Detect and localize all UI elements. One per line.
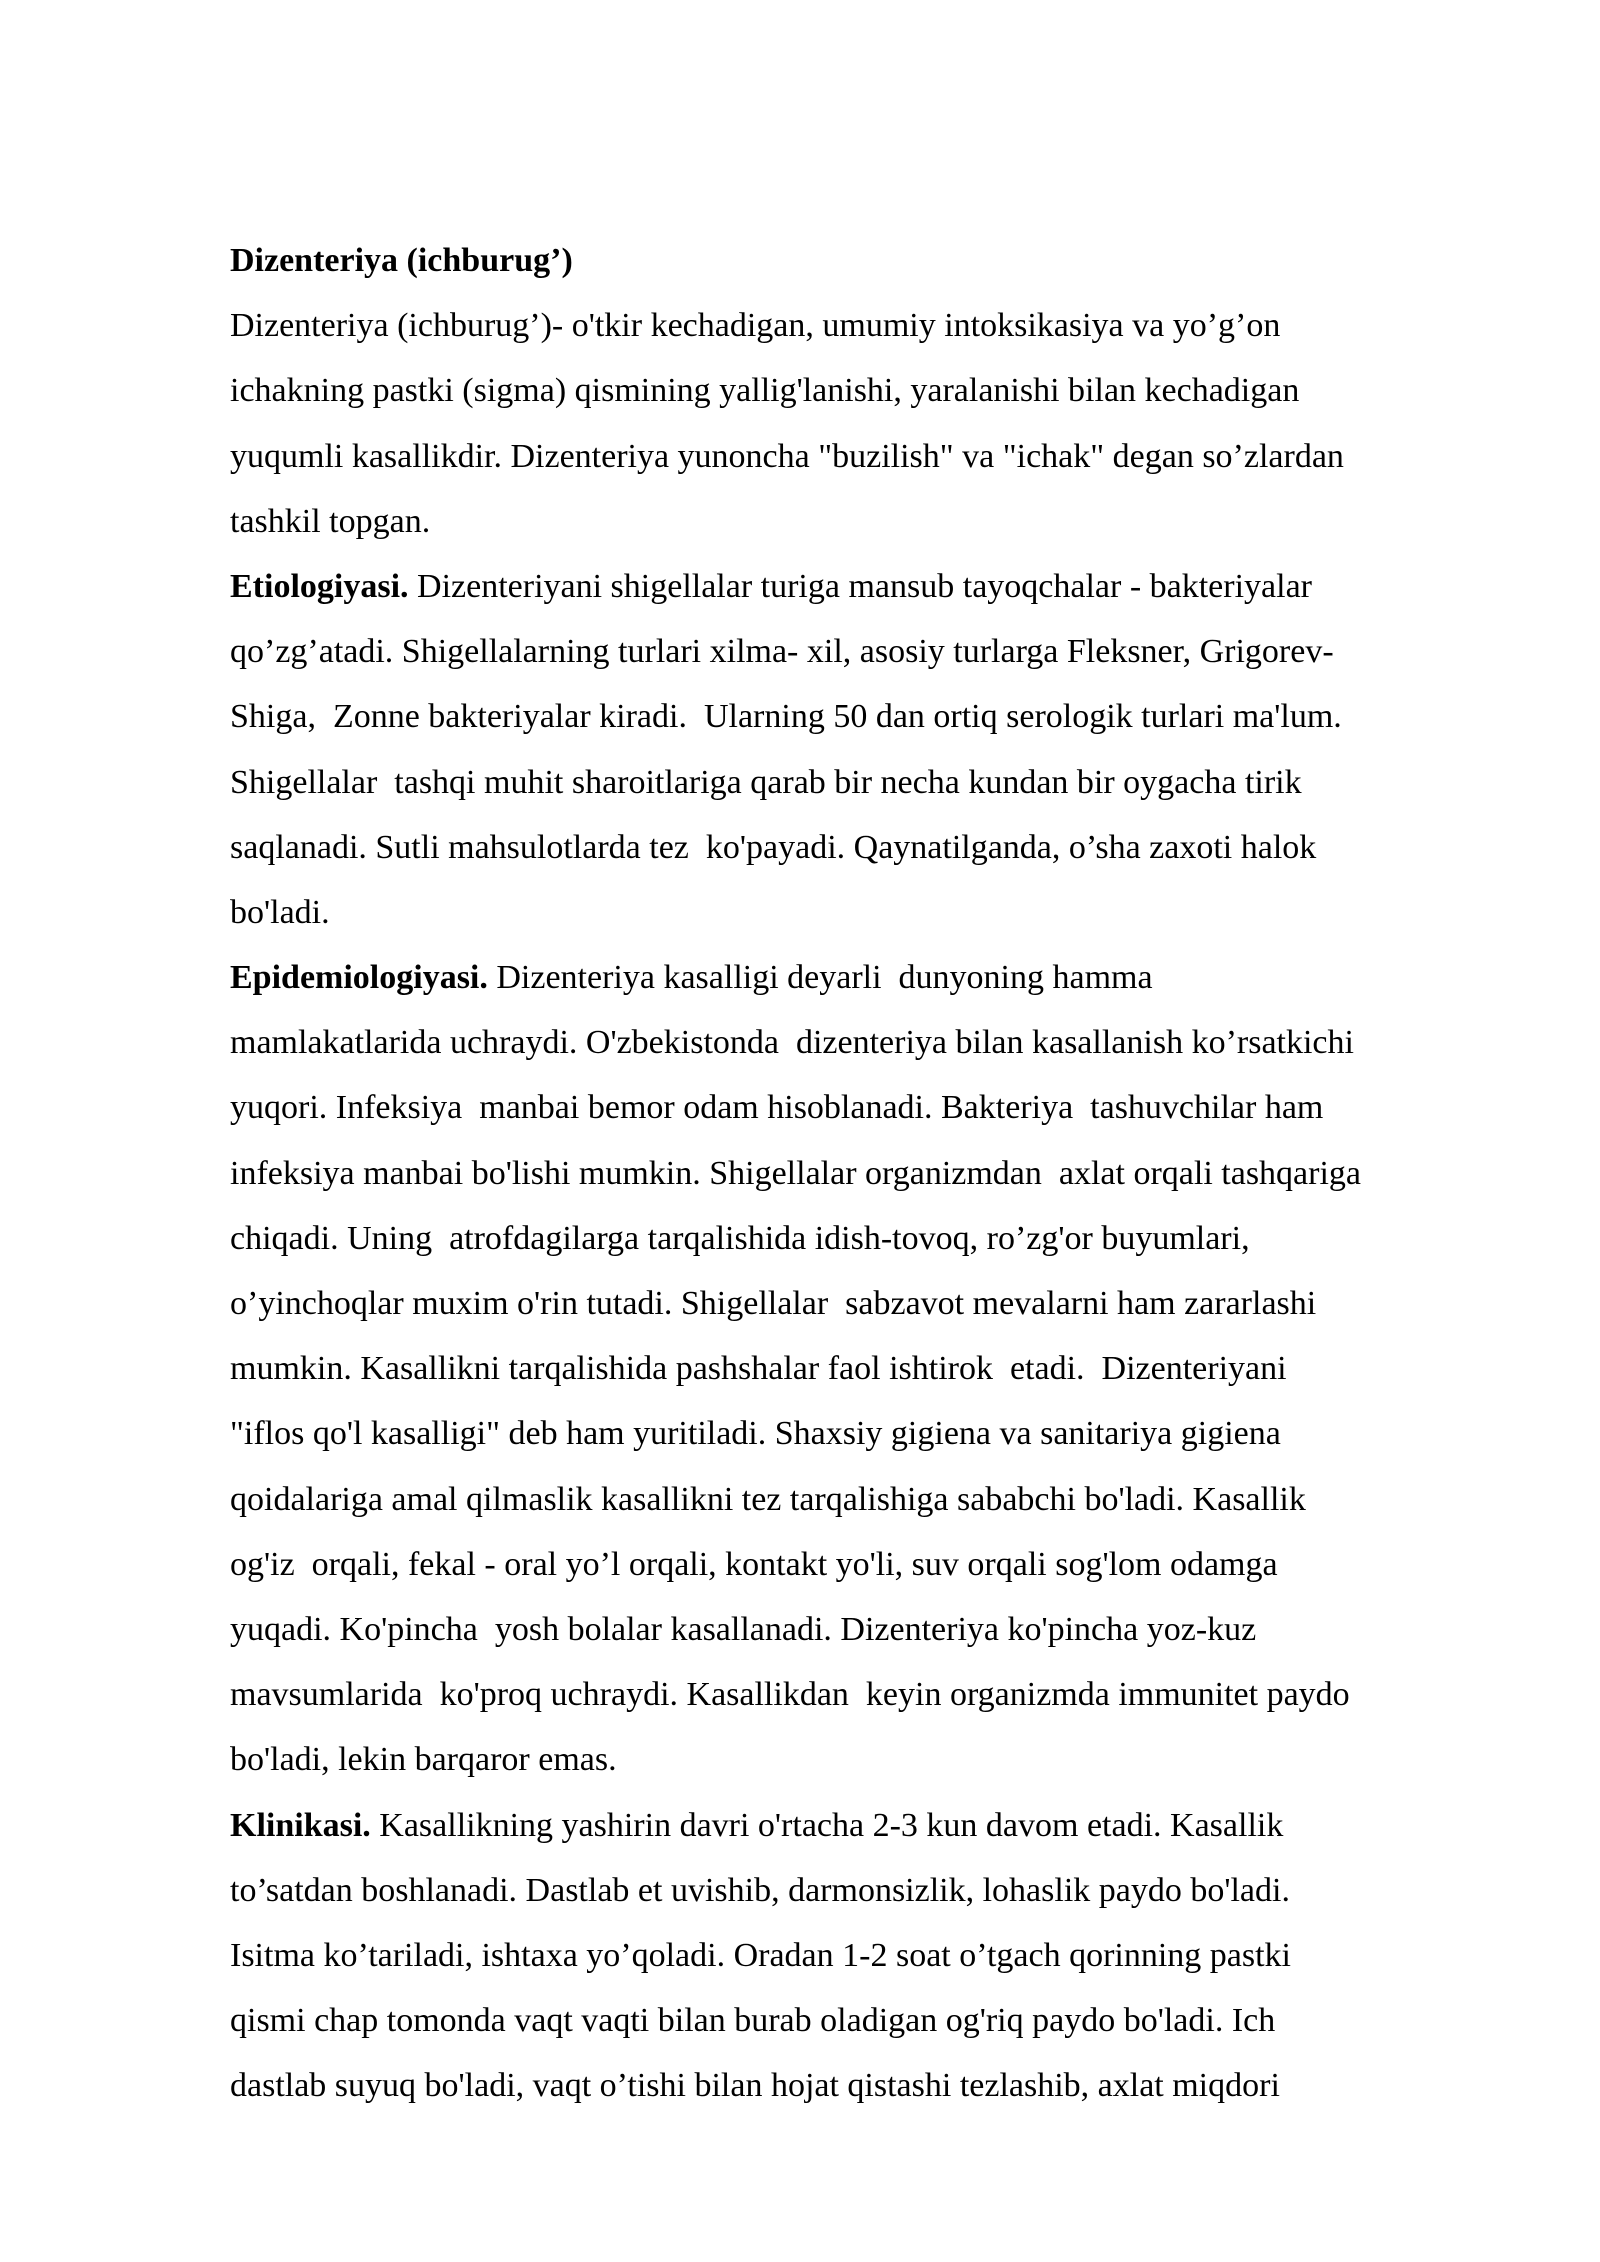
document-title: Dizenteriya (ichburug’) <box>230 242 573 279</box>
text-line: Dizenteriya (ichburug’)- o'tkir kechadigan, umumiy intoksikasiya va yo’g’on <box>230 307 1281 345</box>
text-line: qoidalariga amal qilmaslik kasallikni tez tarqalishiga sababchi bo'ladi. Kasallik <box>230 1480 1306 1518</box>
text-line: dastlab suyuq bo'ladi, vaqt o’tishi bilan hojat qistashi tezlashib, axlat miqdori <box>230 2067 1280 2105</box>
text-line: to’satdan boshlanadi. Dastlab et uvishib, darmonsizlik, lohaslik paydo bo'ladi. <box>230 1871 1290 1909</box>
text-run: Kasallikning yashirin davri o'rtacha 2-3 kun davom etadi. Kasallik <box>370 1806 1284 1844</box>
text-line: bo'ladi, lekin barqaror emas. <box>230 1741 617 1779</box>
text-line: Shiga, Zonne bakteriyalar kiradi. Ularning 50 dan ortiq serologik turlari ma'lum. <box>230 698 1342 736</box>
text-line: qo’zg’atadi. Shigellalarning turlari xilma- xil, asosiy turlarga Fleksner, Grigorev- <box>230 633 1334 671</box>
text-run: Dizenteriya kasalligi deyarli dunyoning hamma <box>487 959 1153 997</box>
text-line: bo'ladi. <box>230 893 330 931</box>
text-line: tashkil topgan. <box>230 502 431 540</box>
text-line: yuqadi. Ko'pincha yosh bolalar kasallanadi. Dizenteriya ko'pincha yoz-kuz <box>230 1610 1257 1648</box>
text-line <box>230 1793 1560 1858</box>
text-line: o’yinchoqlar muxim o'rin tutadi. Shigellalar sabzavot mevalarni ham zararlashi <box>230 1285 1317 1322</box>
text-line: ichakning pastki (sigma) qismining yallig'lanishi, yaralanishi bilan kechadigan <box>230 372 1300 410</box>
section-heading-etiology: Etiologiyasi. <box>230 567 409 605</box>
text-line: saqlanadi. Sutli mahsulotlarda tez ko'payadi. Qaynatilganda, o’sha zaxoti halok <box>230 828 1317 866</box>
text-line <box>230 554 1560 619</box>
text-line: Isitma ko’tariladi, ishtaxa yo’qoladi. Oradan 1-2 soat o’tgach qorinning pastki <box>230 1936 1292 1974</box>
text-line: mumkin. Kasallikni tarqalishida pashshalar faol ishtirok etadi. Dizenteriyani <box>230 1350 1287 1388</box>
intro-paragraph <box>230 293 1560 554</box>
text-line <box>230 945 1560 1010</box>
text-line: mavsumlarida ko'proq uchraydi. Kasallikdan keyin organizmda immunitet paydo <box>230 1676 1350 1714</box>
clinic-section <box>230 1793 1560 2119</box>
text-line: mamlakatlarida uchraydi. O'zbekistonda dizenteriya bilan kasallanish ko’rsatkichi <box>230 1024 1354 1062</box>
text-line: yuqumli kasallikdir. Dizenteriya yunoncha "buzilish" va "ichak" degan so’zlardan <box>230 437 1344 475</box>
epidemiology-section <box>230 945 1560 1792</box>
section-heading-clinic: Klinikasi. <box>230 1806 371 1844</box>
text-line: qismi chap tomonda vaqt vaqti bilan burab oladigan og'riq paydo bo'ladi. Ich <box>230 2002 1276 2040</box>
text-run: Dizenteriyani shigellalar turiga mansub tayoqchalar - bakteriyalar <box>408 567 1312 605</box>
text-line: infeksiya manbai bo'lishi mumkin. Shigellalar organizmdan axlat orqali tashqariga <box>230 1154 1361 1192</box>
document-page <box>230 228 1560 2118</box>
etiology-section <box>230 554 1560 945</box>
text-line: og'iz orqali, fekal - oral yo’l orqali, kontakt yo'li, suv orqali sog'lom odamga <box>230 1545 1278 1583</box>
text-line: yuqori. Infeksiya manbai bemor odam hisoblanadi. Bakteriya tashuvchilar ham <box>230 1089 1324 1127</box>
text-line: Shigellalar tashqi muhit sharoitlariga qarab bir necha kundan bir oygacha tirik <box>230 763 1302 801</box>
text-line: "iflos qo'l kasalligi" deb ham yuritiladi. Shaxsiy gigiena va sanitariya gigiena <box>230 1415 1281 1453</box>
text-line: chiqadi. Uning atrofdagilarga tarqalishida idish-tovoq, ro’zg'or buyumlari, <box>230 1219 1250 1257</box>
section-heading-epidemiology: Epidemiologiyasi. <box>230 959 488 997</box>
